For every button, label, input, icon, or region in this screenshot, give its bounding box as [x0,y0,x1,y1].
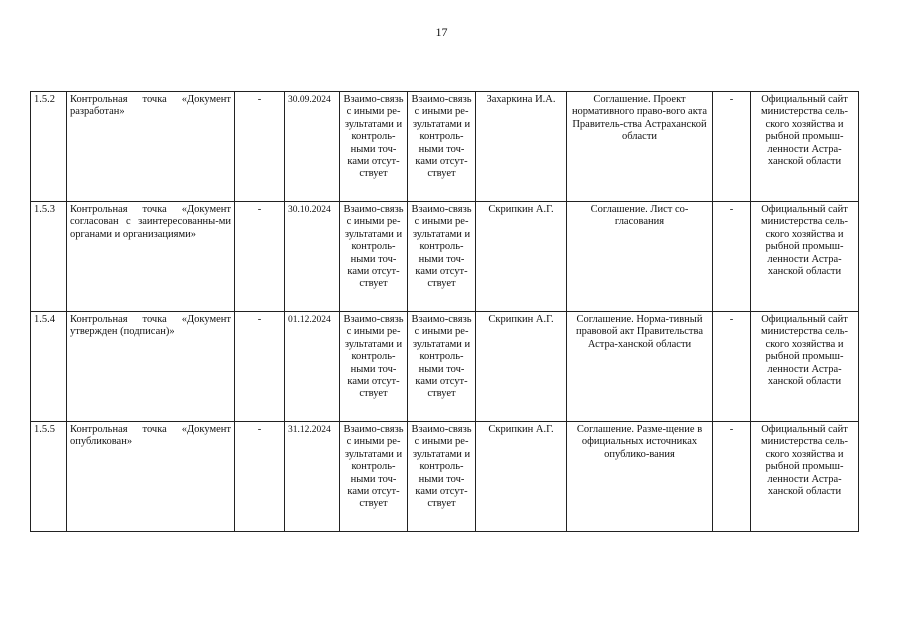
successor-link: Взаимо-связь с иными ре-зультатами и контроль-ными точ-ками отсут-ствует [408,202,476,312]
table-row [31,422,859,532]
control-point-name: Контрольная точка «Документ утвержден (подписан)» [67,312,235,422]
row-number: 1.5.4 [31,312,67,422]
information-source: Официальный сайт министерства сель-ского хозяйства и рыбной промыш-ленности Астра-ханской области [751,202,859,312]
start-date: - [235,312,285,422]
successor-link: Взаимо-связь с иными ре-зультатами и контроль-ными точ-ками отсут-ствует [408,92,476,202]
start-date: - [235,92,285,202]
mark-cell: - [713,202,751,312]
control-points-table [30,91,859,532]
page-number: 17 [435,25,448,39]
information-source: Официальный сайт министерства сель-ского хозяйства и рыбной промыш-ленности Астра-ханской области [751,312,859,422]
end-date: 01.12.2024 [285,312,340,422]
control-point-name: Контрольная точка «Документ согласован с заинтересованны-ми органами и организациями» [67,202,235,312]
mark-cell: - [713,422,751,532]
end-date: 30.09.2024 [285,92,340,202]
predecessor-link: Взаимо-связь с иными ре-зультатами и контроль-ными точ-ками отсут-ствует [340,312,408,422]
predecessor-link: Взаимо-связь с иными ре-зультатами и контроль-ными точ-ками отсут-ствует [340,92,408,202]
information-source: Официальный сайт министерства сель-ского хозяйства и рыбной промыш-ленности Астра-ханской области [751,92,859,202]
successor-link: Взаимо-связь с иными ре-зультатами и контроль-ными точ-ками отсут-ствует [408,422,476,532]
mark-cell: - [713,92,751,202]
responsible-person: Захаркина И.А. [476,92,567,202]
predecessor-link: Взаимо-связь с иными ре-зультатами и контроль-ными точ-ками отсут-ствует [340,202,408,312]
control-point-name: Контрольная точка «Документ опубликован» [67,422,235,532]
responsible-person: Скрипкин А.Г. [476,422,567,532]
end-date: 30.10.2024 [285,202,340,312]
table-body [31,92,859,532]
mark-cell: - [713,312,751,422]
control-point-name: Контрольная точка «Документ разработан» [67,92,235,202]
responsible-person: Скрипкин А.Г. [476,312,567,422]
row-number: 1.5.2 [31,92,67,202]
start-date: - [235,202,285,312]
result-document: Соглашение. Норма-тивный правовой акт Правительства Астра-ханской области [567,312,713,422]
result-document: Соглашение. Разме-щение в официальных источниках опублико-вания [567,422,713,532]
result-document: Соглашение. Проект нормативного право-вого акта Правитель-ства Астраханской области [567,92,713,202]
end-date: 31.12.2024 [285,422,340,532]
table-row [31,312,859,422]
row-number: 1.5.3 [31,202,67,312]
row-number: 1.5.5 [31,422,67,532]
result-document: Соглашение. Лист со-гласования [567,202,713,312]
table-row [31,202,859,312]
table-row [31,92,859,202]
responsible-person: Скрипкин А.Г. [476,202,567,312]
information-source: Официальный сайт министерства сель-ского хозяйства и рыбной промыш-ленности Астра-ханской области [751,422,859,532]
start-date: - [235,422,285,532]
predecessor-link: Взаимо-связь с иными ре-зультатами и контроль-ными точ-ками отсут-ствует [340,422,408,532]
successor-link: Взаимо-связь с иными ре-зультатами и контроль-ными точ-ками отсут-ствует [408,312,476,422]
